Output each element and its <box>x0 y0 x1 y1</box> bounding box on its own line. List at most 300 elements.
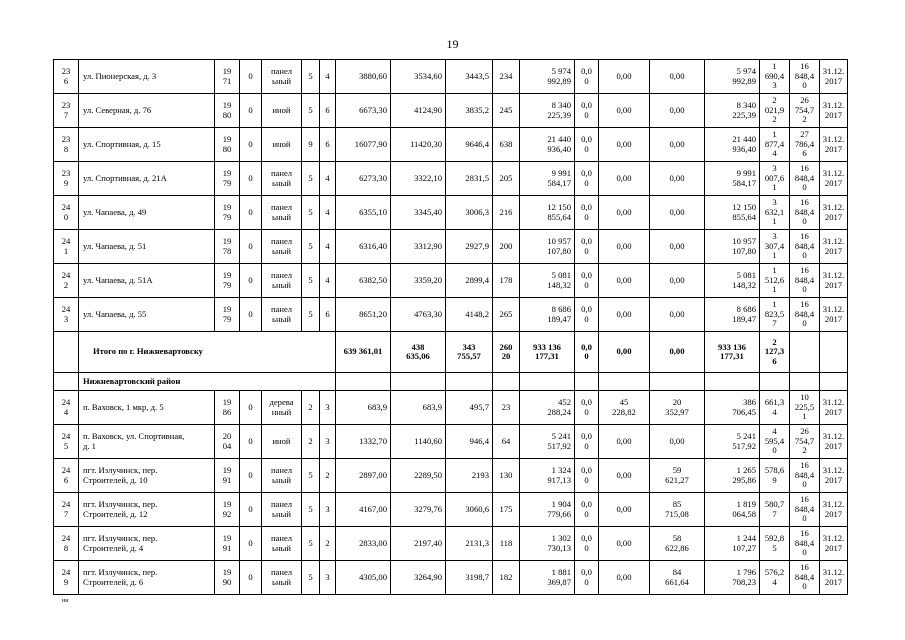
col-18: 16 848,4 0 <box>790 527 820 561</box>
col-18: 10 225,5 1 <box>790 391 820 425</box>
col-13: 0,0 0 <box>575 230 599 264</box>
col-15: 0,00 <box>650 230 705 264</box>
table-row <box>54 298 848 332</box>
deadline-date: 31.12. 2017 <box>820 425 848 459</box>
col-17: 580,7 7 <box>760 493 790 527</box>
col-4: 0 <box>240 60 262 94</box>
address: ул. Северная, д. 76 <box>79 94 215 128</box>
section-cell-empty <box>54 373 79 391</box>
deadline-date: 31.12. 2017 <box>820 128 848 162</box>
floors: 5 <box>302 493 320 527</box>
deadline-date: 31.12. 2017 <box>820 527 848 561</box>
wall-material: панел ьный <box>262 230 302 264</box>
wall-material: панел ьный <box>262 60 302 94</box>
col-15: 85 715,08 <box>650 493 705 527</box>
col-14: 0,00 <box>599 196 650 230</box>
deadline-date: 31.12. 2017 <box>820 60 848 94</box>
build-year: 19 71 <box>215 60 240 94</box>
total-cost: 1 324 917,13 <box>520 459 575 493</box>
col-4: 0 <box>240 298 262 332</box>
total-c16: 933 136 177,31 <box>705 332 760 373</box>
deadline-date: 31.12. 2017 <box>820 94 848 128</box>
build-year: 19 90 <box>215 561 240 595</box>
build-year: 19 79 <box>215 264 240 298</box>
area-residential: 3835,2 <box>446 94 493 128</box>
area-residential: 2131,3 <box>446 527 493 561</box>
col-16: 1 819 064,58 <box>705 493 760 527</box>
col-16: 10 957 107,80 <box>705 230 760 264</box>
col-16: 5 241 517,92 <box>705 425 760 459</box>
total-cost: 1 904 779,66 <box>520 493 575 527</box>
wall-material: панел ьный <box>262 493 302 527</box>
area-living: 11420,30 <box>391 128 446 162</box>
address: п. Ваховск, ул. Спортивная, д. 1 <box>79 425 215 459</box>
entrances: 3 <box>320 425 336 459</box>
build-year: 19 78 <box>215 230 240 264</box>
col-15: 0,00 <box>650 425 705 459</box>
area-living: 3279,76 <box>391 493 446 527</box>
area-total: 16077,90 <box>336 128 391 162</box>
col-15: 0,00 <box>650 264 705 298</box>
area-residential: 4148,2 <box>446 298 493 332</box>
area-living: 2289,50 <box>391 459 446 493</box>
area-total: 6273,30 <box>336 162 391 196</box>
address: пгт. Излучинск, пер. Строителей, д. 10 <box>79 459 215 493</box>
col-15: 0,00 <box>650 196 705 230</box>
section-cell <box>760 373 790 391</box>
col-18: 16 848,4 0 <box>790 459 820 493</box>
housing-table <box>53 59 848 595</box>
col-4: 0 <box>240 128 262 162</box>
col-18: 26 754,7 2 <box>790 425 820 459</box>
total-date <box>820 332 848 373</box>
col-14: 0,00 <box>599 60 650 94</box>
table-row <box>54 162 848 196</box>
col-4: 0 <box>240 425 262 459</box>
row-number: 24 0 <box>54 196 79 230</box>
area-total: 6382,50 <box>336 264 391 298</box>
wall-material: панел ьный <box>262 196 302 230</box>
col-13: 0,0 0 <box>575 162 599 196</box>
table-row <box>54 459 848 493</box>
col-4: 0 <box>240 230 262 264</box>
table-row <box>54 196 848 230</box>
table-row <box>54 128 848 162</box>
table-row <box>54 391 848 425</box>
residents: 205 <box>493 162 520 196</box>
entrances: 6 <box>320 94 336 128</box>
col-14: 0,00 <box>599 425 650 459</box>
area-total: 6316,40 <box>336 230 391 264</box>
col-13: 0,0 0 <box>575 128 599 162</box>
col-14: 0,00 <box>599 493 650 527</box>
row-number: 24 3 <box>54 298 79 332</box>
address: ул. Чапаева, д. 51А <box>79 264 215 298</box>
total-cost: 1 881 369,87 <box>520 561 575 595</box>
col-13: 0,0 0 <box>575 527 599 561</box>
total-cost: 933 136 177,31 <box>520 332 575 373</box>
entrances: 4 <box>320 196 336 230</box>
area-living: 3264,90 <box>391 561 446 595</box>
build-year: 19 79 <box>215 298 240 332</box>
total-cost: 1 302 730,13 <box>520 527 575 561</box>
total-cost: 5 081 148,32 <box>520 264 575 298</box>
deadline-date: 31.12. 2017 <box>820 230 848 264</box>
area-residential: 495,7 <box>446 391 493 425</box>
build-year: 19 91 <box>215 459 240 493</box>
col-14: 0,00 <box>599 162 650 196</box>
build-year: 19 86 <box>215 391 240 425</box>
col-15: 84 661,64 <box>650 561 705 595</box>
col-4: 0 <box>240 264 262 298</box>
col-13: 0,0 0 <box>575 94 599 128</box>
table-row <box>54 60 848 94</box>
row-number: 24 7 <box>54 493 79 527</box>
col-13: 0,0 0 <box>575 493 599 527</box>
section-title: Нижневартовский район <box>79 373 336 391</box>
row-number: 23 9 <box>54 162 79 196</box>
wall-material: панел ьный <box>262 298 302 332</box>
build-year: 19 79 <box>215 196 240 230</box>
section-cell <box>599 373 650 391</box>
col-17: 2 021,9 2 <box>760 94 790 128</box>
residents: 64 <box>493 425 520 459</box>
col-14: 0,00 <box>599 459 650 493</box>
table-row <box>54 561 848 595</box>
col-14: 0,00 <box>599 264 650 298</box>
col-18: 16 848,4 0 <box>790 230 820 264</box>
deadline-date: 31.12. 2017 <box>820 298 848 332</box>
section-cell <box>493 373 520 391</box>
floors: 5 <box>302 162 320 196</box>
total-cost: 9 991 584,17 <box>520 162 575 196</box>
entrances: 4 <box>320 264 336 298</box>
col-13: 0,0 0 <box>575 459 599 493</box>
floors: 2 <box>302 425 320 459</box>
col-4: 0 <box>240 561 262 595</box>
wall-material: панел ьный <box>262 459 302 493</box>
total-c15: 0,00 <box>650 332 705 373</box>
col-18: 26 754,7 2 <box>790 94 820 128</box>
row-number: 24 8 <box>54 527 79 561</box>
col-17: 3 632,1 1 <box>760 196 790 230</box>
area-total: 6355,10 <box>336 196 391 230</box>
residents: 175 <box>493 493 520 527</box>
table-row <box>54 230 848 264</box>
area-living: 4124,90 <box>391 94 446 128</box>
col-13: 0,0 0 <box>575 425 599 459</box>
floors: 5 <box>302 459 320 493</box>
col-15: 0,00 <box>650 128 705 162</box>
row-number: 23 8 <box>54 128 79 162</box>
row-number: 24 6 <box>54 459 79 493</box>
area-residential: 2831,5 <box>446 162 493 196</box>
area-residential: 2193 <box>446 459 493 493</box>
build-year: 20 04 <box>215 425 240 459</box>
col-18: 16 848,4 0 <box>790 561 820 595</box>
section-cell <box>790 373 820 391</box>
deadline-date: 31.12. 2017 <box>820 391 848 425</box>
residents: 118 <box>493 527 520 561</box>
area-living: 3534,60 <box>391 60 446 94</box>
area-living: 3345,40 <box>391 196 446 230</box>
residents: 245 <box>493 94 520 128</box>
residents: 216 <box>493 196 520 230</box>
col-17: 578,6 9 <box>760 459 790 493</box>
col-14: 0,00 <box>599 561 650 595</box>
floors: 5 <box>302 561 320 595</box>
col-15: 0,00 <box>650 94 705 128</box>
address: пгт. Излучинск, пер. Строителей, д. 12 <box>79 493 215 527</box>
col-14: 0,00 <box>599 94 650 128</box>
wall-material: иной <box>262 128 302 162</box>
row-number: 24 4 <box>54 391 79 425</box>
col-17: 4 595,4 0 <box>760 425 790 459</box>
residents: 638 <box>493 128 520 162</box>
area-living: 4763,30 <box>391 298 446 332</box>
floors: 5 <box>302 264 320 298</box>
entrances: 2 <box>320 527 336 561</box>
floors: 9 <box>302 128 320 162</box>
col-16: 5 974 992,89 <box>705 60 760 94</box>
address: ул. Чапаева, д. 49 <box>79 196 215 230</box>
section-cell <box>520 373 575 391</box>
floors: 5 <box>302 298 320 332</box>
col-18: 16 848,4 0 <box>790 60 820 94</box>
area-total: 4167,00 <box>336 493 391 527</box>
col-16: 21 440 936,40 <box>705 128 760 162</box>
col-13: 0,0 0 <box>575 196 599 230</box>
wall-material: иной <box>262 94 302 128</box>
row-number: 23 7 <box>54 94 79 128</box>
col-14: 0,00 <box>599 230 650 264</box>
col-14: 45 228,82 <box>599 391 650 425</box>
col-15: 0,00 <box>650 162 705 196</box>
floors: 5 <box>302 527 320 561</box>
col-17: 1 512,6 1 <box>760 264 790 298</box>
col-4: 0 <box>240 94 262 128</box>
section-cell <box>336 373 391 391</box>
wall-material: иной <box>262 425 302 459</box>
total-area-total: 639 361,01 <box>336 332 391 373</box>
col-4: 0 <box>240 527 262 561</box>
col-17: 3 307,4 1 <box>760 230 790 264</box>
floors: 5 <box>302 94 320 128</box>
wall-material: панел ьный <box>262 527 302 561</box>
col-13: 0,0 0 <box>575 60 599 94</box>
area-residential: 3006,3 <box>446 196 493 230</box>
area-residential: 2927,9 <box>446 230 493 264</box>
col-14: 0,00 <box>599 527 650 561</box>
col-18: 16 848,4 0 <box>790 264 820 298</box>
total-area-living: 438 635,06 <box>391 332 446 373</box>
col-13: 0,0 0 <box>575 561 599 595</box>
address: ул. Спортивная, д. 21А <box>79 162 215 196</box>
col-18: 16 848,4 0 <box>790 196 820 230</box>
col-15: 58 622,86 <box>650 527 705 561</box>
col-4: 0 <box>240 162 262 196</box>
deadline-date: 31.12. 2017 <box>820 459 848 493</box>
area-total: 4305,00 <box>336 561 391 595</box>
table-row <box>54 527 848 561</box>
area-total: 683,9 <box>336 391 391 425</box>
deadline-date: 31.12. 2017 <box>820 561 848 595</box>
section-cell <box>446 373 493 391</box>
build-year: 19 92 <box>215 493 240 527</box>
col-17: 1 823,5 7 <box>760 298 790 332</box>
total-cost: 5 241 517,92 <box>520 425 575 459</box>
col-17: 592,8 5 <box>760 527 790 561</box>
total-cost: 8 340 225,39 <box>520 94 575 128</box>
col-17: 576,2 4 <box>760 561 790 595</box>
footnote: нн <box>62 598 69 604</box>
entrances: 4 <box>320 162 336 196</box>
entrances: 3 <box>320 493 336 527</box>
col-13: 0,0 0 <box>575 298 599 332</box>
wall-material: дерева нный <box>262 391 302 425</box>
area-total: 6673,30 <box>336 94 391 128</box>
address: п. Ваховск, 1 мкр, д. 5 <box>79 391 215 425</box>
wall-material: панел ьный <box>262 561 302 595</box>
address: пгт. Излучинск, пер. Строителей, д. 4 <box>79 527 215 561</box>
total-c14: 0,00 <box>599 332 650 373</box>
area-living: 3359,20 <box>391 264 446 298</box>
area-residential: 9646,4 <box>446 128 493 162</box>
col-16: 1 244 107,27 <box>705 527 760 561</box>
build-year: 19 91 <box>215 527 240 561</box>
total-row <box>54 332 848 373</box>
entrances: 2 <box>320 459 336 493</box>
wall-material: панел ьный <box>262 162 302 196</box>
address: ул. Чапаева, д. 55 <box>79 298 215 332</box>
col-16: 5 081 148,32 <box>705 264 760 298</box>
col-16: 1 796 708,23 <box>705 561 760 595</box>
row-number: 24 2 <box>54 264 79 298</box>
page-number: 19 <box>446 37 459 51</box>
total-c13: 0,0 0 <box>575 332 599 373</box>
residents: 182 <box>493 561 520 595</box>
entrances: 3 <box>320 391 336 425</box>
residents: 130 <box>493 459 520 493</box>
area-living: 683,9 <box>391 391 446 425</box>
area-living: 3312,90 <box>391 230 446 264</box>
section-row <box>54 373 848 391</box>
col-15: 0,00 <box>650 298 705 332</box>
address: ул. Пионерская, д. 3 <box>79 60 215 94</box>
total-cost: 12 150 855,64 <box>520 196 575 230</box>
address: ул. Чапаева, д. 51 <box>79 230 215 264</box>
row-number: 24 9 <box>54 561 79 595</box>
area-residential: 3060,6 <box>446 493 493 527</box>
total-label: Итого по г. Нижневартовску <box>79 332 336 373</box>
entrances: 6 <box>320 128 336 162</box>
address: ул. Спортивная, д. 15 <box>79 128 215 162</box>
area-residential: 946,4 <box>446 425 493 459</box>
col-13: 0,0 0 <box>575 391 599 425</box>
deadline-date: 31.12. 2017 <box>820 162 848 196</box>
col-16: 12 150 855,64 <box>705 196 760 230</box>
total-cost: 10 957 107,80 <box>520 230 575 264</box>
total-cell-empty <box>54 332 79 373</box>
total-cost: 21 440 936,40 <box>520 128 575 162</box>
col-18: 16 848,4 0 <box>790 493 820 527</box>
residents: 23 <box>493 391 520 425</box>
section-cell <box>575 373 599 391</box>
area-total: 2833,00 <box>336 527 391 561</box>
entrances: 6 <box>320 298 336 332</box>
col-16: 8 340 225,39 <box>705 94 760 128</box>
table-row <box>54 94 848 128</box>
col-4: 0 <box>240 493 262 527</box>
area-total: 3880,60 <box>336 60 391 94</box>
residents: 200 <box>493 230 520 264</box>
col-17: 1 877,4 4 <box>760 128 790 162</box>
area-residential: 2899,4 <box>446 264 493 298</box>
build-year: 19 80 <box>215 128 240 162</box>
residents: 234 <box>493 60 520 94</box>
residents: 265 <box>493 298 520 332</box>
build-year: 19 79 <box>215 162 240 196</box>
col-17: 1 690,4 3 <box>760 60 790 94</box>
total-cost: 5 974 992,89 <box>520 60 575 94</box>
section-cell <box>820 373 848 391</box>
section-cell <box>391 373 446 391</box>
deadline-date: 31.12. 2017 <box>820 264 848 298</box>
entrances: 4 <box>320 230 336 264</box>
section-cell <box>650 373 705 391</box>
col-18: 27 786,4 6 <box>790 128 820 162</box>
col-4: 0 <box>240 196 262 230</box>
address: пгт. Излучинск, пер. Строителей, д. 6 <box>79 561 215 595</box>
area-total: 2897,00 <box>336 459 391 493</box>
col-4: 0 <box>240 391 262 425</box>
area-living: 1140,60 <box>391 425 446 459</box>
col-16: 8 686 189,47 <box>705 298 760 332</box>
entrances: 4 <box>320 60 336 94</box>
floors: 5 <box>302 196 320 230</box>
total-cost: 452 288,24 <box>520 391 575 425</box>
col-15: 59 621,27 <box>650 459 705 493</box>
row-number: 24 1 <box>54 230 79 264</box>
table-row <box>54 425 848 459</box>
col-17: 3 007,6 1 <box>760 162 790 196</box>
col-13: 0,0 0 <box>575 264 599 298</box>
col-18: 16 848,4 0 <box>790 162 820 196</box>
col-16: 386 706,45 <box>705 391 760 425</box>
area-residential: 3198,7 <box>446 561 493 595</box>
wall-material: панел ьный <box>262 264 302 298</box>
col-17: 661,3 4 <box>760 391 790 425</box>
total-c18 <box>790 332 820 373</box>
deadline-date: 31.12. 2017 <box>820 493 848 527</box>
floors: 5 <box>302 230 320 264</box>
area-total: 8651,20 <box>336 298 391 332</box>
floors: 2 <box>302 391 320 425</box>
col-15: 20 352,97 <box>650 391 705 425</box>
area-residential: 3443,5 <box>446 60 493 94</box>
area-living: 3322,10 <box>391 162 446 196</box>
col-16: 9 991 584,17 <box>705 162 760 196</box>
residents: 178 <box>493 264 520 298</box>
build-year: 19 80 <box>215 94 240 128</box>
row-number: 23 6 <box>54 60 79 94</box>
col-15: 0,00 <box>650 60 705 94</box>
total-people: 260 20 <box>493 332 520 373</box>
table-row <box>54 493 848 527</box>
area-total: 1332,70 <box>336 425 391 459</box>
col-14: 0,00 <box>599 298 650 332</box>
area-living: 2197,40 <box>391 527 446 561</box>
